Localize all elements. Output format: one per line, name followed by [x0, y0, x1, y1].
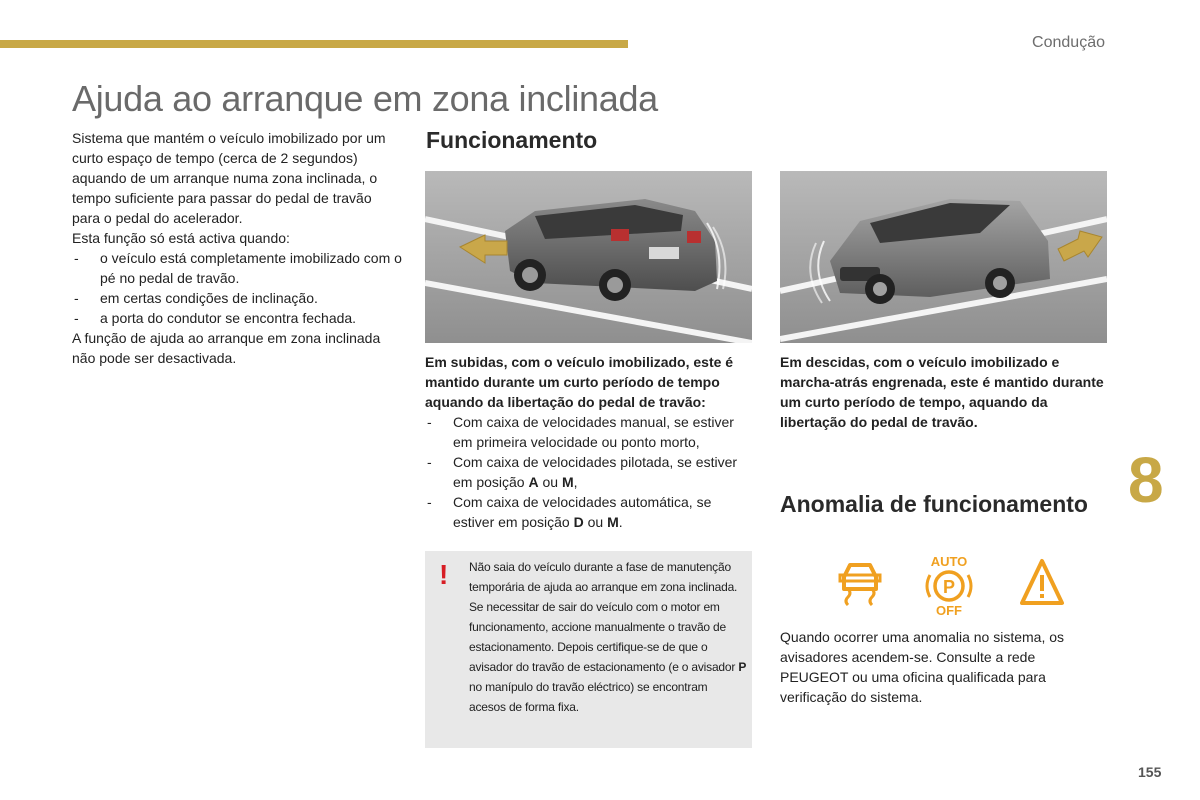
- gear-position: A: [528, 474, 539, 490]
- skid-warning-icon: [836, 553, 884, 617]
- item-text: Com caixa de velocidades automática, se estiver em posição: [453, 494, 712, 530]
- malfunction-text: [780, 627, 1100, 707]
- warning-paragraph: Não saia do veículo durante a fase de manutenção temporária de ajuda ao arranque em zona inclinada.: [469, 560, 738, 594]
- page-number: 155: [1138, 764, 1162, 780]
- item-text: ou: [538, 474, 562, 490]
- page-title: Ajuda ao arranque em zona inclinada: [72, 78, 658, 119]
- item-text: ou: [583, 514, 608, 530]
- header-gold-rule: [0, 40, 628, 48]
- intro-text: [72, 128, 402, 368]
- uphill-caption-heading: Em subidas, com o veículo imobilizado, este é mantido durante um curto período de tempo aquando da libertação do pedal de travão:: [425, 354, 734, 410]
- p-indicator-label: P: [738, 660, 747, 674]
- intro-paragraph: Esta função só está activa quando:: [72, 230, 290, 246]
- item-text: Com caixa de velocidades pilotada, se estiver em posição: [453, 454, 738, 490]
- gear-position: M: [561, 474, 574, 490]
- uphill-car-image: [425, 171, 752, 343]
- item-text: .: [618, 514, 623, 530]
- off-label: OFF: [936, 603, 962, 617]
- warning-text: [469, 557, 747, 717]
- exclamation-icon: !: [439, 559, 449, 590]
- chapter-number: 8: [1128, 444, 1164, 516]
- functioning-heading: Funcionamento: [426, 127, 598, 153]
- auto-park-off-icon: [922, 553, 976, 617]
- park-label: P: [942, 577, 956, 597]
- gear-position: M: [607, 514, 619, 530]
- auto-label: AUTO: [930, 554, 968, 569]
- item-text: ,: [573, 474, 578, 490]
- list-item: [425, 412, 755, 452]
- gearbox-list: [425, 412, 755, 532]
- list-item: [425, 452, 755, 492]
- downhill-car-image: [780, 171, 1107, 343]
- uphill-caption: [425, 352, 755, 532]
- gear-position: D: [573, 514, 584, 530]
- list-item: [425, 492, 755, 532]
- item-text: Com caixa de velocidades manual, se estiver em primeira velocidade ou ponto morto,: [453, 414, 734, 450]
- list-item: - a porta do condutor se encontra fechada.: [72, 308, 402, 328]
- list-item: - em certas condições de inclinação.: [72, 288, 402, 308]
- intro-paragraph: Sistema que mantém o veículo imobilizado por um curto espaço de tempo (cerca de 2 segundos) aquando de um arranque numa zona inclinada, o tempo suficiente para passar do pedal de travão para o pedal do acelerador.: [72, 130, 386, 226]
- intro-paragraph: A função de ajuda ao arranque em zona inclinada não pode ser desactivada.: [72, 330, 381, 366]
- section-header: Condução: [1032, 34, 1105, 51]
- downhill-caption-text: Em descidas, com o veículo imobilizado e marcha-atrás engrenada, este é mantido durante um curto período de tempo, aquando da libertação do pedal de travão.: [780, 354, 1104, 430]
- warning-text-part: Se necessitar de sair do veículo com o motor em funcionamento, accione manualmente o travão de estacionamento. Depois certifique-se de que o avisador do travão de estacionamento (e o avisador: [469, 600, 739, 674]
- warning-paragraph: [469, 597, 747, 717]
- malfunction-heading: Anomalia de funcionamento: [780, 491, 1088, 517]
- warning-triangle-icon: [1018, 553, 1066, 617]
- warning-box: [425, 551, 752, 748]
- list-item: - o veículo está completamente imobilizado com o pé no pedal de travão.: [72, 248, 402, 288]
- downhill-caption: [780, 352, 1110, 432]
- warning-text-part: no manípulo do travão eléctrico) se encontram acesos de forma fixa.: [469, 680, 708, 714]
- malfunction-paragraph: Quando ocorrer uma anomalia no sistema, os avisadores acendem-se. Consulte a rede PEUGEOT ou uma oficina qualificada para verificação do sistema.: [780, 629, 1065, 705]
- conditions-list: [72, 248, 402, 328]
